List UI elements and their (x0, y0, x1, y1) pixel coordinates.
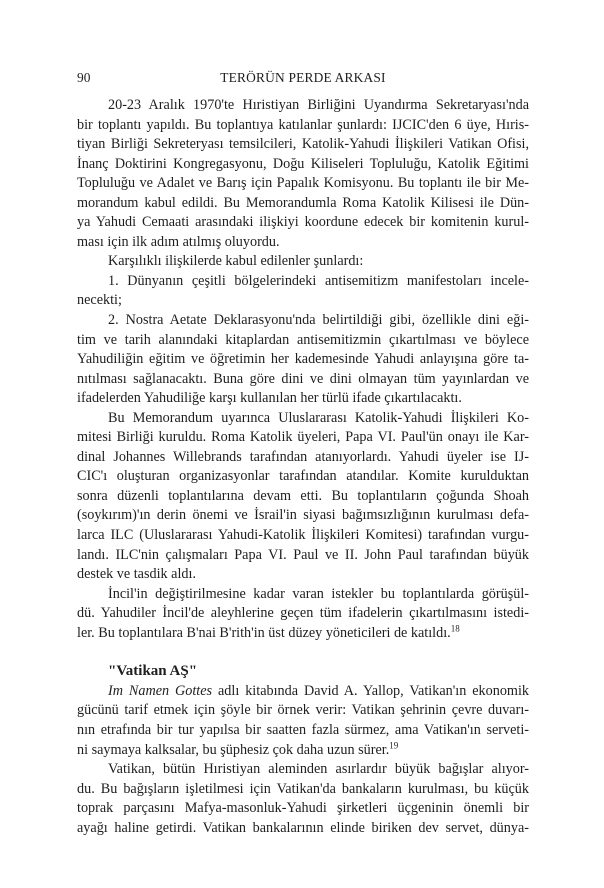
text-line: mitesi Birliği kuruldu. Roma Katolik üyeleri, Papa VI. Paul'ün onayı ile Kar- (77, 429, 529, 446)
text-line: dinal Johannes Willebrands tarafından atanıyorlardı. Yahudi üyeler ise IJ- (77, 448, 529, 465)
footnote-ref[interactable]: 19 (389, 739, 399, 750)
text-line: İnanç Doktirini Kongregasyonu, Doğu Kiliseleri Topluluğu, Katolik Eğitimi (77, 155, 529, 172)
text-line: du. Bu bağışların işletilmesi için Vatikan'da bankaların kurulması, bu küçük (77, 780, 529, 797)
text-line: gücünü tarif etmek için şöyle bir örnek verir: Vatikan şehrinin çevre duvarı- (77, 702, 529, 719)
text-line: ler. Bu toplantılara B'nai B'rith'in üst düzey yöneticileri de katıldı.$^{18}$ (77, 623, 460, 641)
book-title: TERÖRÜN PERDE ARKASI (220, 70, 386, 85)
paragraph (77, 682, 529, 760)
text-line: Bu Memorandum uyarınca Uluslararası Katolik-Yahudi İlişkileri Ko- (108, 409, 529, 426)
page-number: 90 (77, 70, 91, 85)
text-line: CIC'ı oluşturan organizasyonlar tarafından atandılar. Komite kurulduktan (77, 468, 529, 485)
text-line: ifadelerden Yahudiliğe karşı kullanılan her türlü ifade çıkartılacaktı. (77, 390, 462, 407)
text-line: Yahudiliğin eğitim ve öğretimin her kademesinde Yahudi anlayışına göre ta- (77, 351, 529, 368)
text-line: nıtılması sağlanacaktı. Buna göre dini ve dini olmayan tüm yayınlardan ve (77, 370, 529, 387)
paragraph (77, 252, 529, 272)
text-line: Karşılıklı ilişkilerde kabul edilenler şunlardı: (108, 253, 364, 270)
text-line: Vatikan, bütün Hıristiyan aleminden asırlardır büyük bağışlar alıyor- (108, 761, 529, 778)
text-line: İncil'in değiştirilmesine kadar varan istekler bu toplantılarda görüşül- (108, 585, 529, 602)
text-line: destek ve tasdik aldı. (77, 566, 196, 583)
text-line: morandum kabul edildi. Bu Memorandumla Roma Katolik Kilisesi ile Dün- (77, 194, 529, 211)
footnote-ref[interactable]: 18 (450, 623, 460, 634)
text-line: dü. Yahudiler İncil'de aleyhlerine geçen tüm ifadelerin çıkartılmasını istedi- (77, 605, 529, 622)
text-line: sonra düzenli toplantılarına devam etti. Bu toplantıların çoğunda Shoah (77, 487, 529, 504)
text-line: toprak parçasını Mafya-masonluk-Yahudi şirketleri üçgeninin önemli bir (77, 800, 529, 817)
text-line: 2. Nostra Aetate Deklarasyonu'nda belirtildiği gibi, özellikle dini eği- (108, 312, 529, 329)
text-line: larca ILC (Uluslararası Yahudi-Katolik İlişkileri Komitesi) tarafından vurgu- (77, 527, 529, 544)
text-line: ni saymaya kalksalar, bu şüphesiz çok daha uzun sürer.$^{19}$ (77, 739, 399, 758)
paragraph (77, 409, 529, 585)
text-line: ya Yahudi Cemaati arasındaki ilişkiyi koordune edecek bir komitenin kurul- (77, 214, 529, 231)
text-line: ayağı haline getirdi. Vatikan bankalarının elinde biriken dev servet, dünya- (77, 819, 529, 836)
text-line: Im Namen Gottes adlı kitabında David A. Yallop, Vatikan'ın ekonomik (108, 682, 529, 699)
paragraph (77, 585, 529, 644)
text-line: tim ve tarih alanındaki kitaplardan antisemitizmin çıkartılması ve böylece (77, 331, 529, 348)
text-line: (soykırım)'ın derin önemi ve İsrail'in siyasi bağımsızlığının kurulması defa- (77, 507, 529, 524)
running-header (77, 68, 529, 88)
text-line: tiyan Birliği Sekreteryası temsilcileri, Katolik-Yahudi İlişkileri Vatikan Ofisi, (77, 136, 529, 153)
text-line: necekti; (77, 292, 122, 309)
list-item-1 (77, 272, 529, 311)
text-line: Topluluğu ve Adalet ve Barış için Papalık Komisyonu. Bu toplantı ile bir Me- (77, 175, 529, 192)
text-line: ması için ilk adım atılmış oluyordu. (77, 233, 280, 250)
text-line: bir toplantı yapıldı. Bu toplantıya katılanlar şunlardı: IJCIC'den 6 üye, Hıris- (77, 116, 529, 133)
text-line: nın etrafında bir tur yapılsa bir saatten fazla sürmez, ama Vatikan'ın serveti- (77, 721, 529, 738)
body-text (77, 96, 529, 838)
paragraph (77, 96, 529, 252)
list-item-2 (77, 311, 529, 409)
section-heading: "Vatikan AŞ" (108, 663, 198, 680)
text-line: 20-23 Aralık 1970'te Hıristiyan Birliğini Uyandırma Sekretaryası'nda (108, 97, 529, 113)
text-line: landı. ILC'nin çalışmaları Papa VI. Paul ve II. John Paul tarafından büyük (77, 546, 529, 563)
text-line: 1. Dünyanın çeşitli bölgelerindeki antisemitizm manifestoları incele- (108, 272, 529, 289)
book-title-italic: Im Namen Gottes (108, 682, 213, 699)
paragraph (77, 760, 529, 838)
